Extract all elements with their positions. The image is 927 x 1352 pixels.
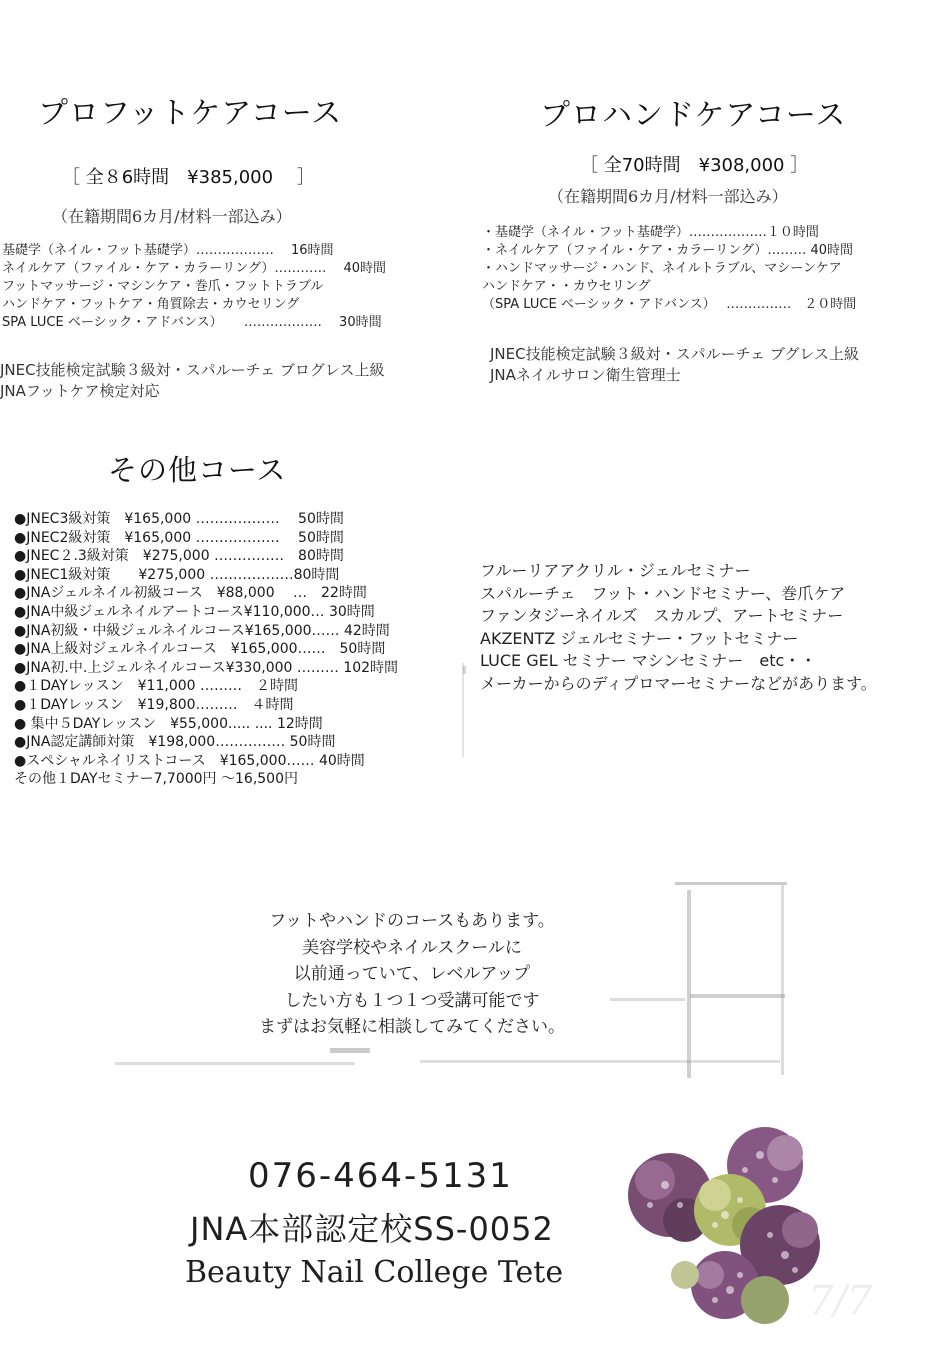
foot-course-price: ［ 全８6時間 ¥385,000 ］ — [62, 167, 315, 188]
seminar-line: メーカーからのディプロマーセミナーなどがあります。 — [480, 673, 877, 693]
list-item: ●１DAYレッスン ¥11,000 ……… ２時間 — [14, 678, 298, 695]
notice-line: 以前通っていて、レベルアップ — [293, 964, 531, 984]
curriculum-line: 基礎学（ネイル・フット基礎学）……………… 16時間 — [2, 243, 334, 258]
list-item: ●JNA初.中.上ジェルネイルコース¥330,000 ……… 102時間 — [14, 659, 399, 676]
list-item: ●スペシャルネイリストコース ¥165,000…… 40時間 — [14, 752, 365, 769]
curriculum-line: ハンドケア・フットケア・角質除去・カウセリング — [2, 297, 300, 312]
box-edge-bottom — [420, 1060, 780, 1063]
box-edge-bottom — [330, 1048, 370, 1053]
hand-course-qualifications — [490, 344, 859, 386]
box-edge-top — [675, 882, 787, 885]
seminar-line: スパルーチェ フット・ハンドセミナー、巻爪ケア — [480, 583, 846, 603]
curriculum-line: ネイルケア（ファイル・ケア・カラーリング）………… 40時間 — [2, 261, 387, 276]
list-item: ●JNEC2級対策 ¥165,000 ……………… 50時間 — [14, 529, 344, 546]
list-item: ●JNAジェルネイル初級コース ¥88,000 … 22時間 — [14, 585, 367, 602]
curriculum-line: （SPA LUCE ベーシック・アドバンス） …………… ２０時間 — [482, 297, 857, 312]
college-name: Beauty Nail College Tete — [185, 1255, 564, 1290]
qualification-line: JNEC技能検定試験３級対・スパルーチェ ブグレス上級 — [490, 345, 860, 363]
hand-course-curriculum — [482, 224, 856, 314]
foot-course-title: プロフットケアコース — [38, 96, 343, 131]
qualification-line: JNAフットケア検定対応 — [0, 382, 160, 400]
box-divider — [690, 994, 785, 998]
qualification-line: JNAネイルサロン衛生管理士 — [490, 366, 681, 384]
scan-smudge — [463, 666, 466, 674]
notice-line: したい方も１つ１つ受講可能です — [284, 990, 540, 1011]
seminar-list — [480, 560, 877, 695]
qualification-line: JNEC技能検定試験３級対・スパルーチェ ブログレス上級 — [0, 361, 385, 379]
list-item: ●JNA中級ジェルネイルアートコース¥110,000… 30時間 — [14, 603, 375, 620]
foot-course-curriculum — [2, 242, 386, 332]
curriculum-line: フットマッサージ・マシンケア・巻爪・フットトラブル — [2, 279, 324, 294]
list-item: ●JNEC3級対策 ¥165,000 ……………… 50時間 — [14, 511, 344, 527]
curriculum-line: ・ハンドマッサージ・ハンド、ネイルトラブル、マシーンケア — [482, 261, 842, 276]
list-item: ●JNEC1級対策 ¥275,000 ………………80時間 — [14, 566, 340, 583]
list-item: その他１DAYセミナー7,7000円 ～16,500円 — [14, 771, 298, 788]
hand-course-price: ［ 全70時間 ¥308,000 ］ — [580, 155, 809, 176]
school-id: JNA本部認定校SS-0052 — [190, 1210, 554, 1248]
notice-text — [222, 908, 602, 1041]
list-item: ●JNA初級・中級ジェルネイルコース¥165,000…… 42時間 — [14, 622, 390, 639]
box-divider — [610, 998, 685, 1001]
curriculum-line: ハンドケア・・カウセリング — [482, 279, 651, 294]
notice-line: まずはお気軽に相談してみてください。 — [259, 1017, 565, 1037]
curriculum-line: SPA LUCE ベーシック・アドバンス） ……………… 30時間 — [2, 315, 382, 330]
hand-course-title: プロハンドケアコース — [540, 98, 847, 133]
phone-number: 076-464-5131 — [248, 1156, 513, 1196]
other-course-title: その他コース — [108, 453, 287, 487]
notice-line: フットやハンドのコースもあります。 — [269, 911, 555, 931]
box-edge-left — [687, 890, 691, 1078]
curriculum-line: ・基礎学（ネイル・フット基礎学）………………１０時間 — [482, 225, 819, 240]
list-item: ●JNEC２.3級対策 ¥275,000 …………… 80時間 — [14, 548, 344, 565]
list-item: ● 集中５DAYレッスン ¥55,000..... .... 12時間 — [14, 715, 323, 732]
box-edge-right — [781, 885, 784, 1075]
other-course-list — [14, 510, 398, 789]
scan-smudge — [462, 663, 464, 757]
hand-course-note: （在籍期間6カ月/材料一部込み） — [548, 187, 788, 206]
notice-line: 美容学校やネイルスクールに — [302, 937, 522, 958]
list-item: ●JNA上級対ジェルネイルコース ¥165,000…… 50時間 — [14, 641, 386, 658]
seminar-line: AKZENTZ ジェルセミナー・フットセミナー — [480, 628, 799, 648]
seminar-line: フルーリアアクリル・ジェルセミナー — [480, 561, 751, 580]
seminar-line: LUCE GEL セミナー マシンセミナー etc・・ — [480, 651, 817, 670]
foot-course-note: （在籍期間6カ月/材料一部込み） — [52, 207, 292, 226]
list-item: ●１DAYレッスン ¥19,800……… ４時間 — [14, 696, 294, 713]
seminar-line: ファンタジーネイルズ スカルプ、アートセミナー — [480, 606, 844, 625]
list-item: ●JNA認定講師対策 ¥198,000…………… 50時間 — [14, 734, 336, 751]
foot-course-qualifications — [0, 360, 384, 402]
box-edge-bottom — [115, 1062, 355, 1065]
curriculum-line: ・ネイルケア（ファイル・ケア・カラーリング）……… 40時間 — [482, 243, 854, 258]
page-number: 7/7 — [808, 1278, 873, 1324]
